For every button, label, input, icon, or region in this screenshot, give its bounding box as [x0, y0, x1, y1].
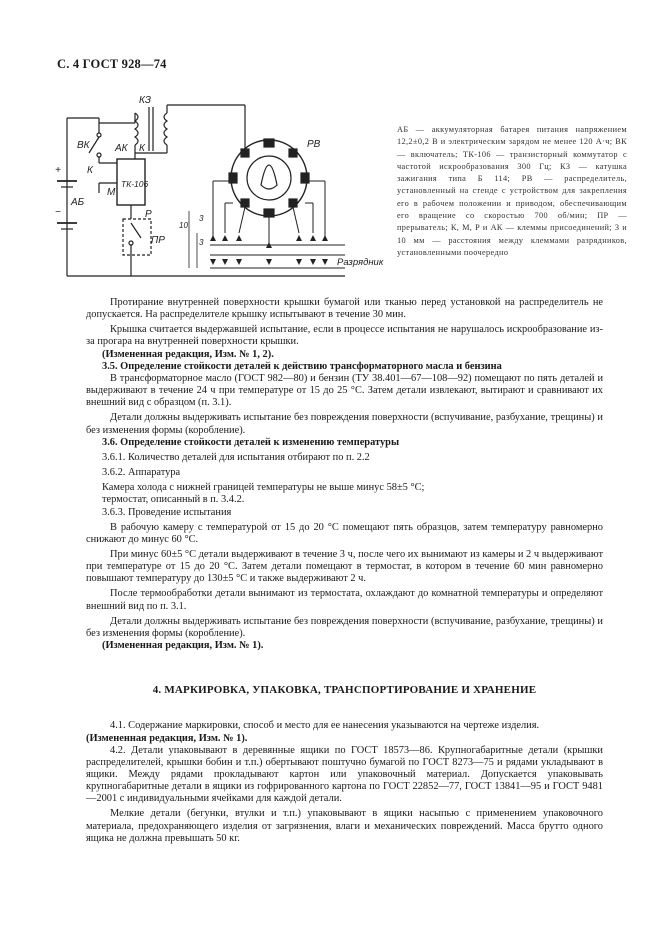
paragraph: 3.6.3. Проведение испытания [102, 506, 232, 518]
paragraph: 4.1. Содержание маркировки, способ и место для ее нанесения указываются на чертеже изделия. [110, 720, 540, 732]
label-k-mid: К [87, 165, 93, 176]
section-heading-3-5: 3.5. Определение стойкости деталей к действию трансформаторного масла и бензина [102, 360, 502, 372]
label-kz: КЗ [139, 95, 152, 106]
paragraph: При минус 60±5 °С детали выдерживают в течение 3 ч, после чего их вынимают из камеры и 2 ч выдерживают при температуре от 15 до 20 °С. Затем детали помещают в термостат, в котором в течение 60 мин равномерно повышают температуру до 130±5 °С и также выдерживают 2 ч. [86, 548, 603, 585]
paragraph: термостат, описанный в п. 3.4.2. [102, 494, 245, 506]
label-tk106: ТК-106 [121, 179, 149, 189]
label-dim10: 10 [179, 221, 188, 230]
label-rv: РВ [307, 139, 321, 150]
label-razryadnik: Разрядник [337, 257, 384, 268]
paragraph: Камера холода с нижней границей температуры не выше минус 58±5 °С; [102, 482, 425, 494]
label-plus: + [55, 165, 61, 176]
label-m: М [107, 187, 116, 198]
section-heading-3-6: 3.6. Определение стойкости деталей к изменению температуры [102, 436, 400, 448]
paragraph: 4.2. Детали упаковывают в деревянные ящики по ГОСТ 18573—86. Крупногабаритные детали (крышки распределителей, крышки бобин и т.п.) обертывают поштучно бумагой по ГОСТ 8273—75 и рядами укладывают в ящики. Между рядами прокладывают картон или упаковочный материал. Допускается упаковывать крупногабаритные детали в ящики из гофрированного картона по ГОСТ 22852—77, ГОСТ 13841—95 и ГОСТ 9481—2001 с индивидуальными ячейками для каждой детали. [86, 744, 603, 805]
page-header: С. 4 ГОСТ 928—74 [57, 57, 167, 71]
paragraph: Мелкие детали (бегунки, втулки и т.п.) упаковывают в ящики насыпью с применением упаковочного материала, предохраняющего изделия от загрязнения, влаги и механических повреждений. Масса брутто одного ящика не должна превышать 50 кг. [86, 808, 603, 844]
amendment-note: (Измененная редакция, Изм. № 1, 2). [102, 348, 274, 360]
section-title-4: 4. МАРКИРОВКА, УПАКОВКА, ТРАНСПОРТИРОВАНИЕ И ХРАНЕНИЕ [152, 684, 537, 697]
label-dim3a: 3 [199, 214, 204, 223]
paragraph: 3.6.2. Аппаратура [102, 467, 181, 479]
paragraph: 3.6.1. Количество деталей для испытания отбирают по п. 2.2 [102, 451, 370, 463]
paragraph: В рабочую камеру с температурой от 15 до 20 °С помещают пять образцов, затем температуру равномерно снижают до минус 60 °С. [86, 521, 603, 545]
diagram-caption [397, 124, 627, 259]
document-body [86, 297, 603, 845]
label-k-top: К [139, 143, 145, 154]
ignition-test-circuit-diagram [55, 93, 400, 283]
amendment-note: (Измененная редакция, Изм. № 1). [102, 640, 264, 652]
label-vk: ВК [77, 140, 90, 151]
paragraph: Детали должны выдерживать испытание без повреждения поверхности (вспучивание, разбухание, трещины) и без изменения формы (коробление). [86, 615, 603, 639]
label-ab: АБ [71, 197, 85, 208]
paragraph: Крышка считается выдержавшей испытание, если в процессе испытания не нарушалось искрообразование из-за прогара на внутренней поверхности крышки. [86, 324, 603, 348]
label-minus: − [55, 207, 61, 218]
paragraph: В трансформаторное масло (ГОСТ 982—80) и бензин (ТУ 38.401—67—108—92) помещают по пять деталей и выдерживают в течение 24 ч при температуре от 15 до 25 °С. Затем детали извлекают, вытирают и сравнивают их внешний вид с образцом (п. 3.1). [86, 372, 603, 409]
paragraph: Протирание внутренней поверхности крышки бумагой или тканью перед установкой на распределитель не допускается. На распределителе крышку испытывают в течение 30 мин. [86, 297, 603, 321]
label-pr: ПР [151, 235, 165, 246]
label-p: Р [145, 209, 152, 220]
amendment-note: (Измененная редакция, Изм. № 1). [86, 732, 248, 744]
label-ak: АК [115, 143, 128, 154]
label-dim3b: 3 [199, 238, 204, 247]
caption-text: АБ — аккумуляторная батарея питания напряжением 12,2±0,2 В и электрическим зарядом не менее 120 А·ч; ВК — включатель; ТК-106 — транзисторный коммутатор с частотой искрообразования 300 Гц; КЗ — катушка зажигания типа Б 114; РВ — распределитель, установленный на стенде с устройством для закрепления его в рабочем положении и приводом, обеспечивающим его вращение со скоростью 700 об/мин; ПР — прерыватель; К, М, Р и АК — клеммы присоединений; 3 и 10 мм — расстояния между клеммами разрядников, установленными поочередно [397, 125, 627, 257]
paragraph: После термообработки детали вынимают из термостата, охлаждают до комнатной температуры и определяют внешний вид по п. 3.1. [86, 588, 603, 612]
paragraph: Детали должны выдерживать испытание без повреждения поверхности (вспучивание, разбухание, трещины) и без изменения формы (коробление). [86, 412, 603, 436]
